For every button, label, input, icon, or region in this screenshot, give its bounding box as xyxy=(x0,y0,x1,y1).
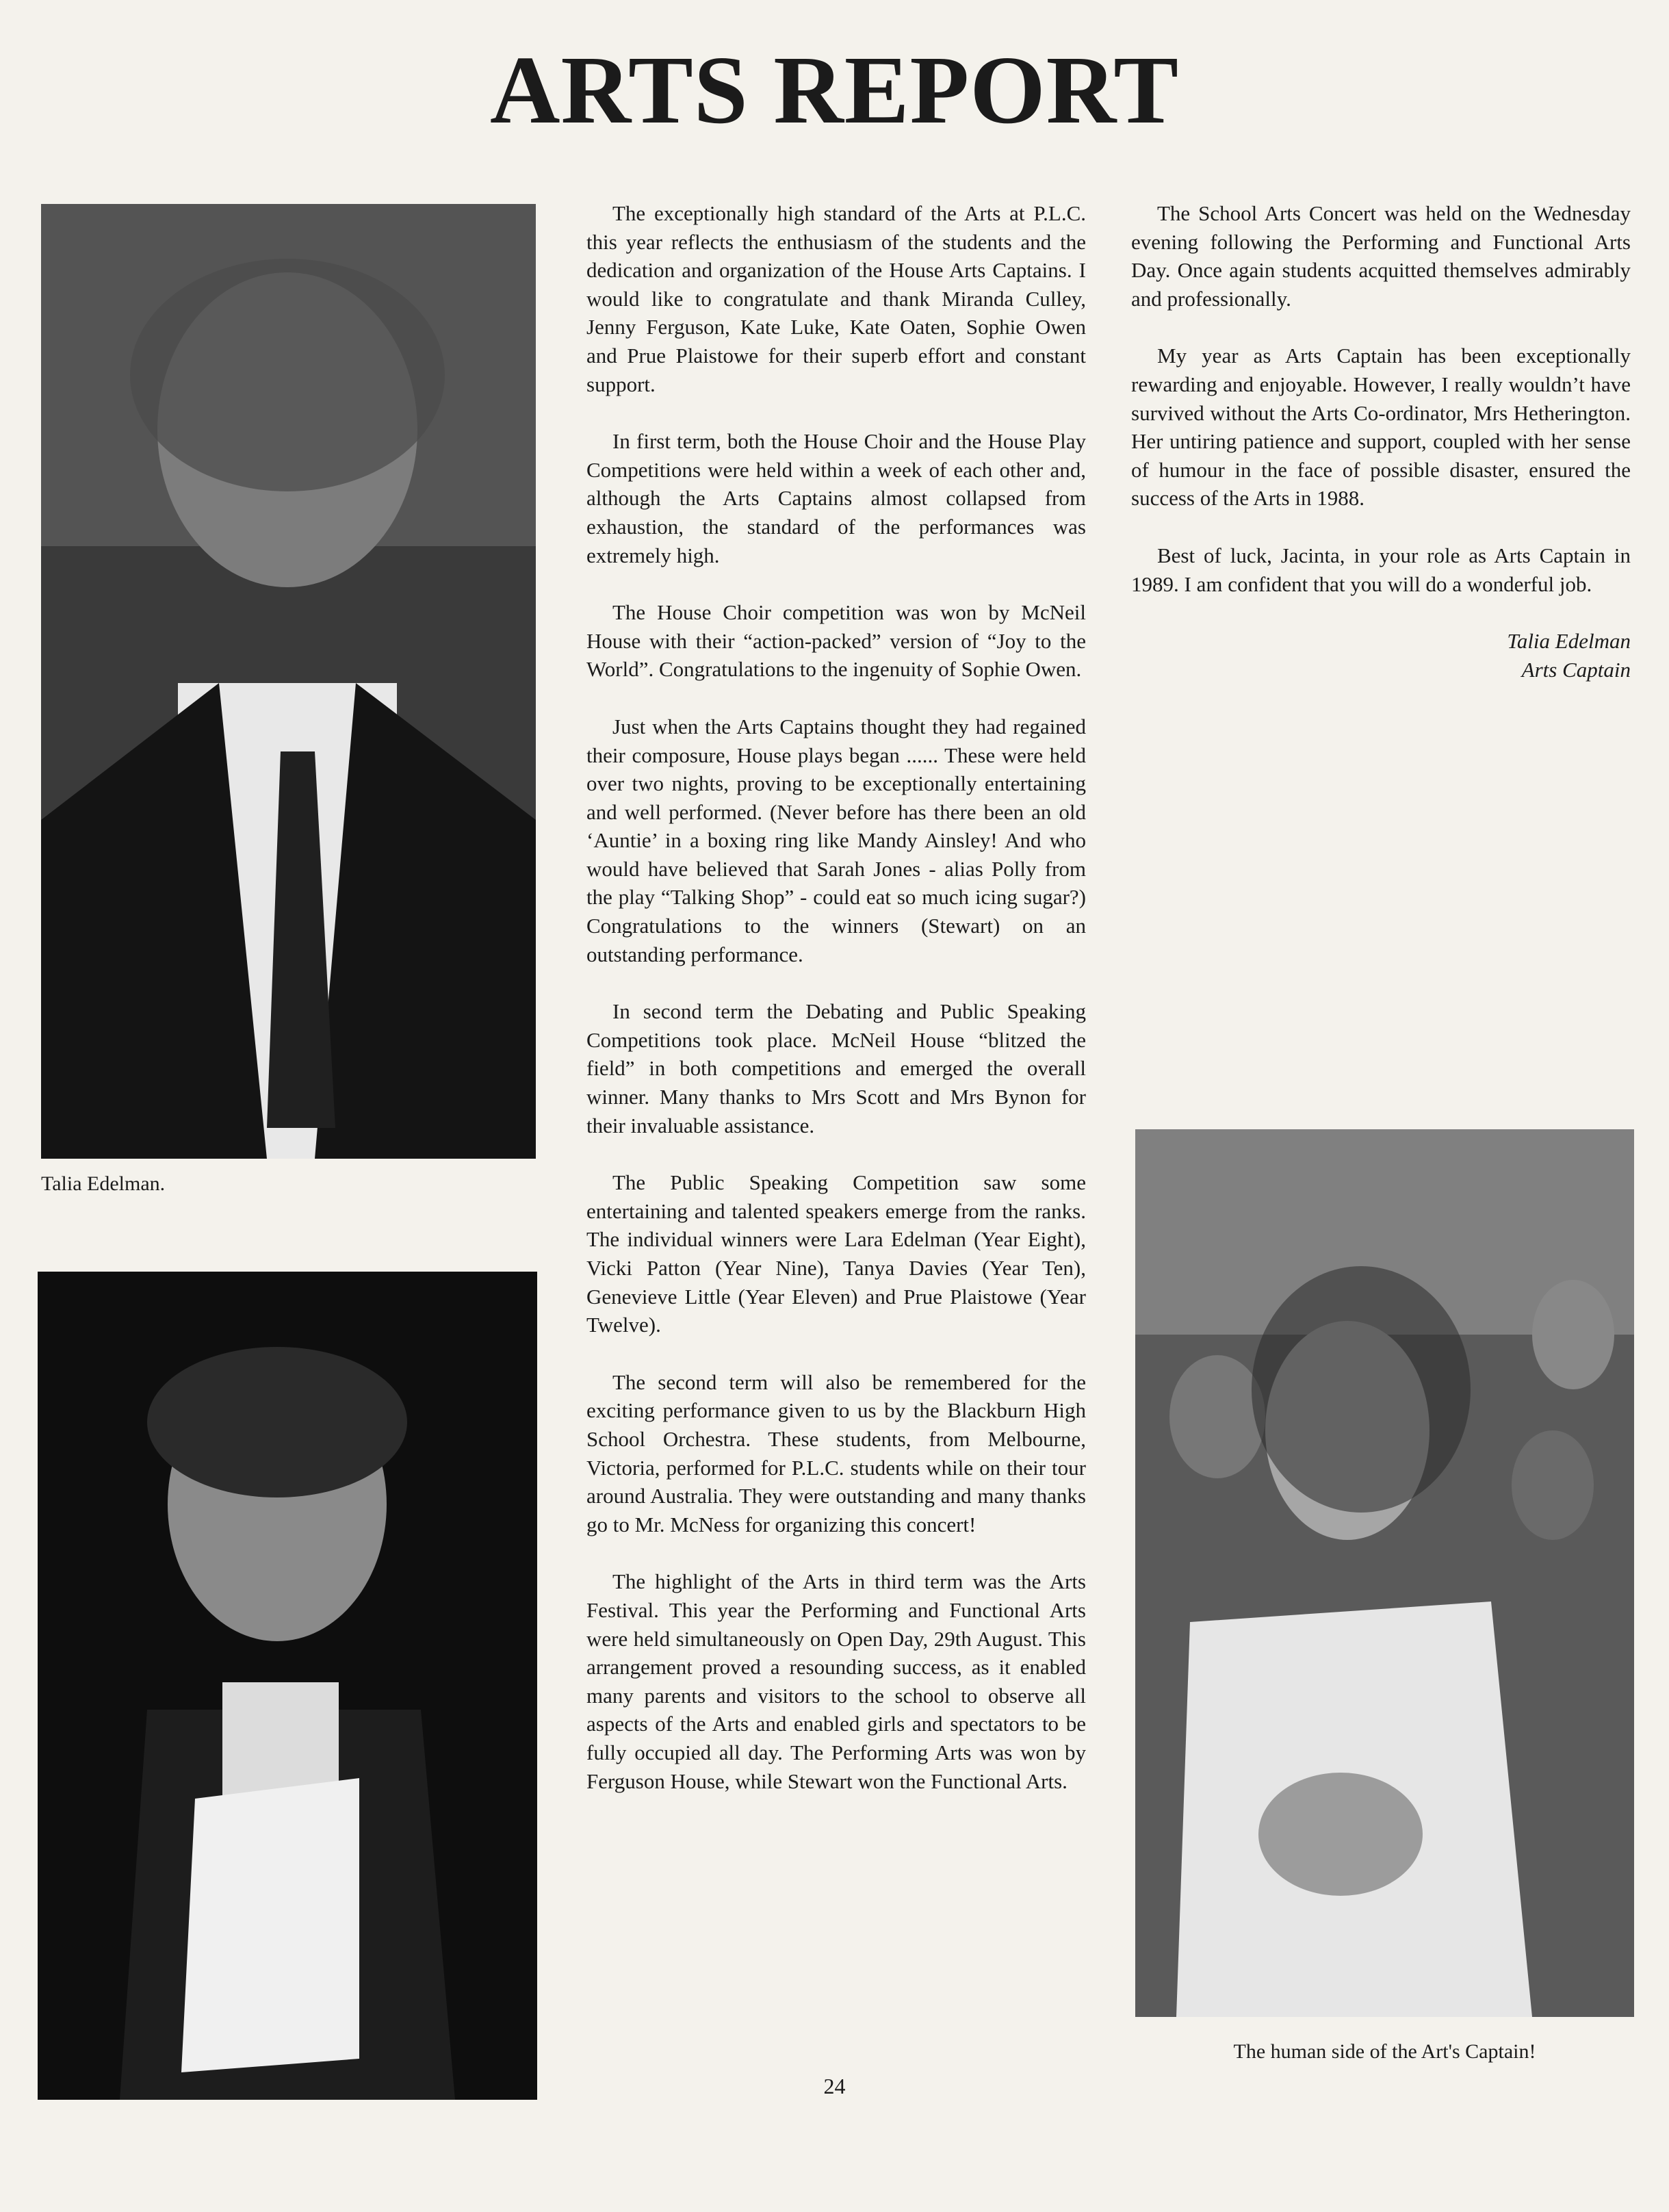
article-paragraph: Just when the Arts Captains thought they had regained their composure, House plays began ...... These were held over two nights, proving to be exceptionally entertaining and well performed. (Never before has there been an old ‘Auntie’ in a boxing ring like Mandy Ainsley! And who would have believed that Sarah Jones - alias Polly from the play “Talking Shop” - could eat so much icing sugar?) Congratulations to the winners (Stewart) on an outstanding performance. xyxy=(586,714,1086,966)
article-column-1 xyxy=(586,199,1086,1824)
signature-name: Talia Edelman xyxy=(1507,629,1631,654)
page-title: ARTS REPORT xyxy=(489,36,1179,144)
captain-photo xyxy=(1135,1129,1634,2017)
signature-role: Arts Captain xyxy=(1521,657,1631,682)
article-paragraph: The House Choir competition was won by McNeil House with their “action-packed” version of “Joy to the World”. Congratulations to the ingenuity of Sophie Owen. xyxy=(586,600,1086,682)
article-paragraph: The highlight of the Arts in third term was the Arts Festival. This year the Performing and Functional Arts were held simultaneously on Open Day, 29th August. This arrangement proved a resounding success, as it enabled many parents and visitors to the school to observe all aspects of the Arts and enabled girls and spectators to be fully occupied all day. The Performing Arts was won by Ferguson House, while Stewart won the Functional Arts. xyxy=(586,1569,1086,1793)
portrait-photo xyxy=(41,204,536,1159)
captain-photo-caption: The human side of the Art's Captain! xyxy=(1233,2040,1536,2063)
article-paragraph: In second term the Debating and Public Speaking Competitions took place. McNeil House “blitzed the field” in both competitions and emerged the overall winner. Many thanks to Mrs Scott and Mrs Bynon for their invaluable assistance. xyxy=(586,999,1086,1137)
article-paragraph: The Public Speaking Competition saw some entertaining and talented speakers emerge from the ranks. The individual winners were Lara Edelman (Year Eight), Vicki Patton (Year Nine), Tanya Davies (Year Ten), Genevieve Little (Year Eleven) and Prue Plaistowe (Year Twelve). xyxy=(586,1170,1086,1337)
signature xyxy=(1131,627,1631,684)
page-number: 24 xyxy=(823,2074,846,2098)
article-paragraph: The School Arts Concert was held on the Wednesday evening following the Performing and Functional Arts Day. Once again students acquitted themselves admirably and professionally. xyxy=(1131,201,1631,311)
article-column-2 xyxy=(1131,199,1631,684)
student-photo xyxy=(38,1272,537,2100)
article-paragraph: In first term, both the House Choir and the House Play Competitions were held within a week of each other and, although the Arts Captains almost collapsed from exhaustion, the standard of the performances was extremely high. xyxy=(586,429,1086,567)
article-paragraph: The second term will also be remembered for the exciting performance given to us by the Blackburn High School Orchestra. These students, from Melbourne, Victoria, performed for P.L.C. students while on their tour around Australia. They were outstanding and many thanks go to Mr. McNess for organizing this concert! xyxy=(586,1369,1086,1536)
article-paragraph: The exceptionally high standard of the Arts at P.L.C. this year reflects the enthusiasm of the students and the dedication and organization of the House Arts Captains. I would like to congratulate and thank Miranda Culley, Jenny Ferguson, Kate Luke, Kate Oaten, Sophie Owen and Prue Plaistowe for their superb effort and constant support. xyxy=(586,201,1086,396)
article-paragraph: Best of luck, Jacinta, in your role as Arts Captain in 1989. I am confident that you will do a wonderful job. xyxy=(1131,543,1631,596)
portrait-caption: Talia Edelman. xyxy=(41,1172,166,1195)
article-paragraph: My year as Arts Captain has been exceptionally rewarding and enjoyable. However, I really wouldn’t have survived without the Arts Co-ordinator, Mrs Hetherington. Her untiring patience and support, coupled with her sense of humour in the face of possible disaster, ensured the success of the Arts in 1988. xyxy=(1131,344,1631,511)
